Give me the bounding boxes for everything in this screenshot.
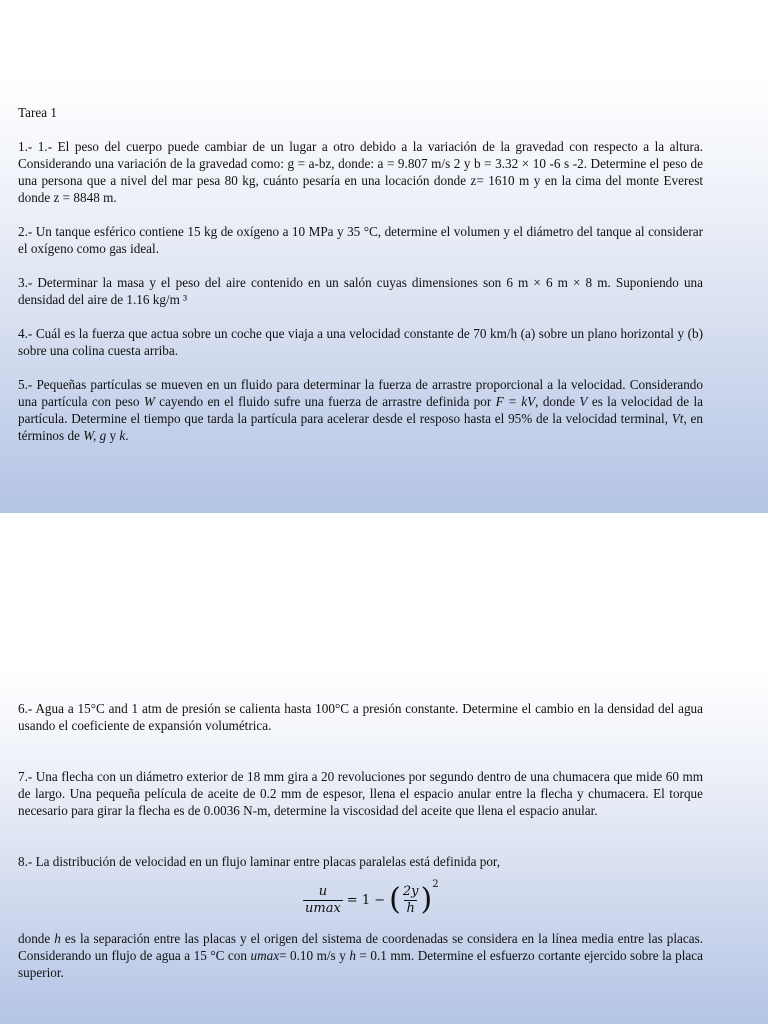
problem-6: 6.- Agua a 15°C and 1 atm de presión se calienta hasta 100°C a presión constante. Determine el cambio en la densidad del agua usando el coeficiente de expansión volumétrica. <box>18 701 703 733</box>
eq-exponent: 2 <box>432 878 439 890</box>
var-Vt: Vt <box>671 411 684 426</box>
eq-h: h <box>406 900 415 916</box>
problem-5 <box>18 376 703 444</box>
problem-8: 8.- La distribución de velocidad en un flujo laminar entre placas paralelas está definida por, <box>18 854 501 869</box>
problem-3: 3.- Determinar la masa y el peso del aire contenido en un salón cuyas dimensiones son 6 m × 6 m × 8 m. Suponiendo una densidad del aire de 1.16 kg/m ³ <box>18 275 703 307</box>
var-W: W <box>143 394 155 409</box>
problem-4: 4.- Cuál es la fuerza que actua sobre un coche que viaja a una velocidad constante de 70 km/h (a) sobre un plano horizontal y (b) sobre una colina cuesta arriba. <box>18 326 703 358</box>
var-k: k <box>119 428 126 443</box>
problem-2: 2.- Un tanque esférico contiene 15 kg de oxígeno a 10 MPa y 35 °C, determine el volumen y el diámetro del tanque al considerar el oxígeno como gas ideal. <box>18 224 703 256</box>
slide-2-content <box>18 700 703 981</box>
velocity-equation <box>18 878 703 922</box>
problem-8-text: donde <box>18 931 55 946</box>
problem-8-text: es la separación entre las placas y el origen del sistema de coordenadas se considera en la línea media entre las placas. Considerando un flujo de agua a 15 °C con <box>18 931 703 963</box>
slide-1 <box>0 80 768 513</box>
slide-1-content <box>18 104 703 444</box>
fraction-u-umax <box>303 884 343 917</box>
assignment-title: Tarea 1 <box>18 105 57 120</box>
problem-5-text: 5.- Pequeñas partículas se mueven en un fluido para determinar la fuerza de arrastre proporcional a la velocidad. Considerando una partícula con peso <box>18 377 703 409</box>
problem-1: 1.- 1.- El peso del cuerpo puede cambiar de un lugar a otro debido a la variación de la gravedad con respecto a la altura. Considerando una variación de la gravedad como: g = a-bz, donde: a = 9.807 m/s 2 y b = 3.32 × 10 -6 s -2. Determine el peso de una persona que a nivel del mar pesa 80 kg, cuánto pesaría en una locación donde z= 1610 m y en la cima del monte Everest donde z = 8848 m. <box>18 139 703 205</box>
problem-8-text: = 0.1 mm. Determine el esfuerzo cortante ejercido sobre la placa superior. <box>18 948 703 980</box>
var-h: h <box>349 948 356 963</box>
problem-5-text: y <box>106 428 120 443</box>
problem-5-text: , en términos de <box>18 411 703 443</box>
var-V: V <box>579 394 588 409</box>
var-h: h <box>54 931 61 946</box>
eq-umax: umax <box>305 900 341 916</box>
problem-5-text: es la velocidad de la partícula. Determine el tiempo que tarda la partícula para acelerar desde el resposo hasta el 95% de la velocidad terminal, <box>18 394 703 426</box>
eq-u: u <box>318 883 328 899</box>
problem-8-text: = 0.10 m/s y <box>279 948 350 963</box>
eq-equals-one-minus: = 1 − <box>346 892 386 908</box>
slide-2 <box>0 672 768 1024</box>
var-umax: umax <box>250 948 280 963</box>
var-W-g: W, g <box>83 428 107 443</box>
problem-5-text: cayendo en el fluido sufre una fuerza de arrastre definida por <box>154 394 496 409</box>
fraction-2y-h <box>401 884 421 917</box>
left-paren: ( <box>389 882 401 917</box>
right-paren: ) <box>420 882 433 917</box>
eq-2y: 2y <box>402 883 419 899</box>
problem-8-description <box>18 930 703 981</box>
formula-drag: F = kV <box>495 394 536 409</box>
problem-5-text: . <box>125 428 129 443</box>
problem-5-text: , donde <box>535 394 580 409</box>
problem-7: 7.- Una flecha con un diámetro exterior de 18 mm gira a 20 revoluciones por segundo dentro de una chumacera que mide 60 mm de largo. Una pequeña película de aceite de 0.2 mm de espesor, llena el espacio anular entre la flecha y chumacera. El torque necesario para girar la flecha es de 0.0036 N-m, determine la viscosidad del aceite que llena el espacio anular. <box>18 769 703 818</box>
